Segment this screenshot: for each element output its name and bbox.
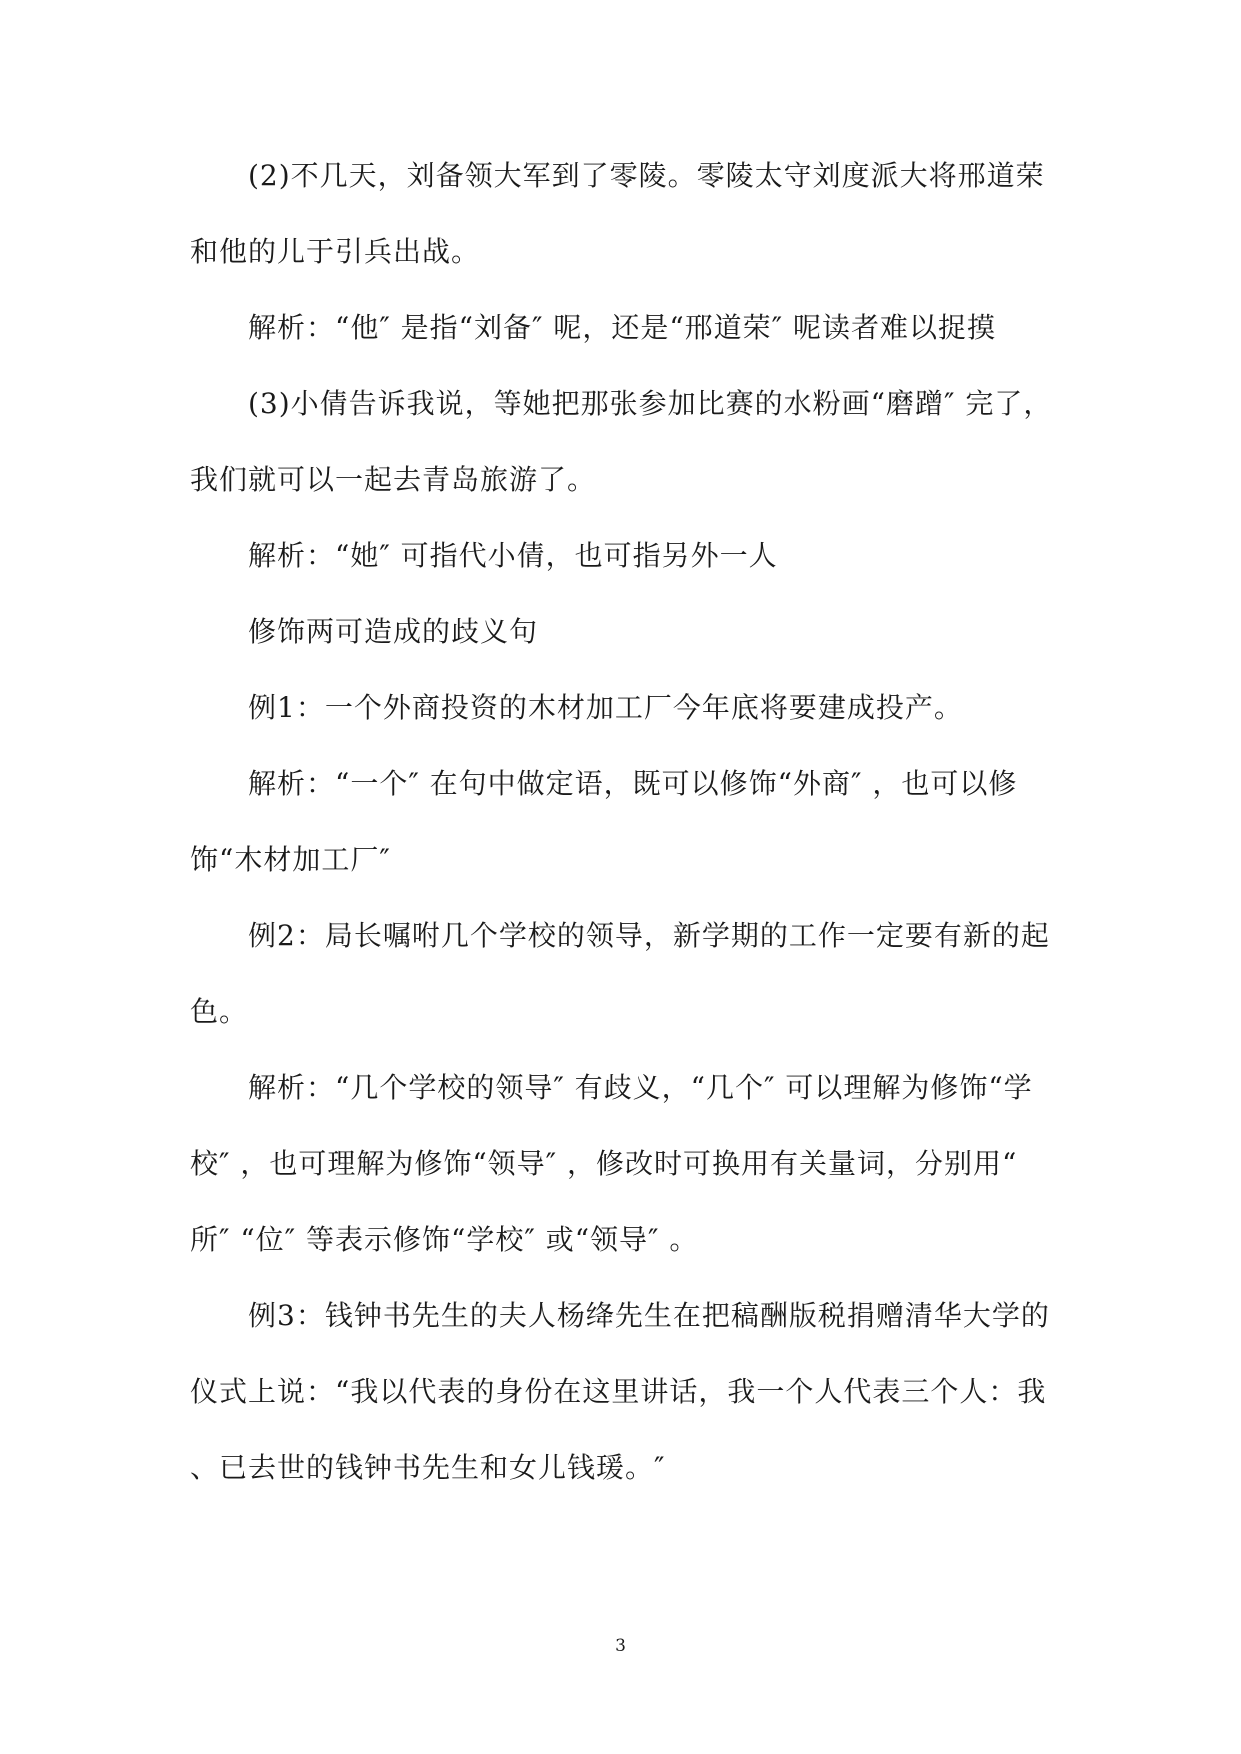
page-number: 3 xyxy=(615,1636,626,1656)
paragraph-line: 例3：钱钟书先生的夫人杨绛先生在把稿酬版税捐赠清华大学的 xyxy=(248,1299,1050,1332)
paragraph-line: 、已去世的钱钟书先生和女儿钱瑗。″ xyxy=(190,1451,666,1484)
paragraph-line: 和他的儿于引兵出战。 xyxy=(190,235,481,268)
paragraph-line: 校″ ，也可理解为修饰“领导″ ，修改时可换用有关量词，分别用“ xyxy=(190,1147,1018,1180)
paragraph-line: (2)不几天，刘备领大军到了零陵。零陵太守刘度派大将邢道荣 xyxy=(248,159,1045,192)
paragraph-line: (3)小倩告诉我说，等她把那张参加比赛的水粉画“磨蹭″ 完了， xyxy=(248,387,1053,420)
paragraph-line: 我们就可以一起去青岛旅游了。 xyxy=(190,463,597,496)
paragraph-line: 所″ “位″ 等表示修饰“学校″ 或“领导″ 。 xyxy=(190,1223,699,1256)
paragraph-line: 色。 xyxy=(190,995,249,1028)
section-heading: 修饰两可造成的歧义句 xyxy=(248,615,539,648)
paragraph-line: 仪式上说：“我以代表的身份在这里讲话，我一个人代表三个人：我 xyxy=(190,1375,1047,1408)
paragraph-line: 解析：“他″ 是指“刘备″ 呢，还是“邢道荣″ 呢读者难以捉摸 xyxy=(248,311,997,344)
paragraph-line: 饰“木材加工厂″ xyxy=(190,843,391,876)
paragraph-line: 解析：“几个学校的领导″ 有歧义，“几个″ 可以理解为修饰“学 xyxy=(248,1071,1033,1104)
paragraph-line: 解析：“一个″ 在句中做定语，既可以修饰“外商″ ，也可以修 xyxy=(248,767,1018,800)
paragraph-line: 例1：一个外商投资的木材加工厂今年底将要建成投产。 xyxy=(248,691,963,724)
paragraph-line: 例2：局长嘱咐几个学校的领导，新学期的工作一定要有新的起 xyxy=(248,919,1050,952)
paragraph-line: 解析：“她″ 可指代小倩，也可指另外一人 xyxy=(248,539,778,572)
